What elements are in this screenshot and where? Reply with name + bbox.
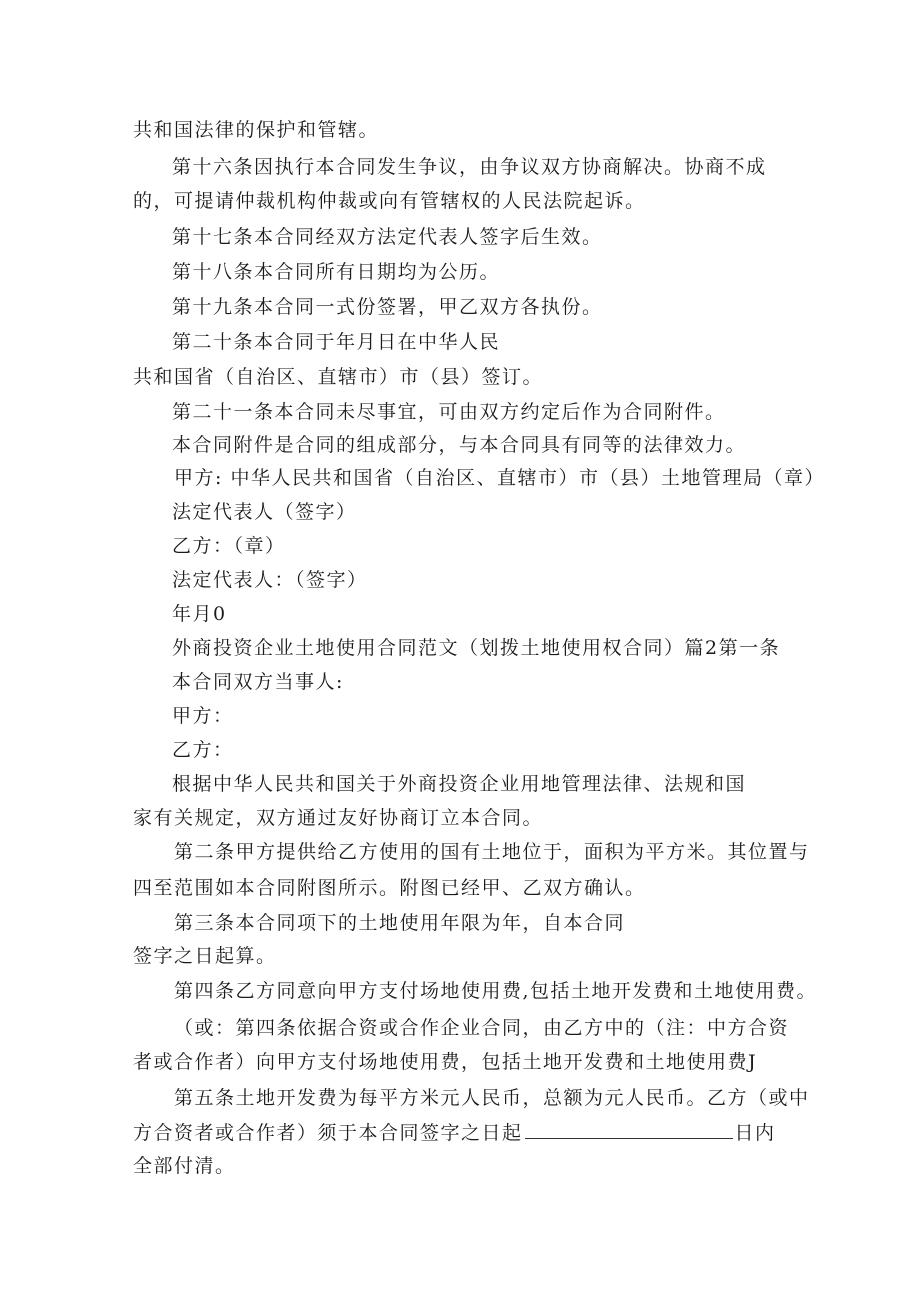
text-line: 全部付清。 [133, 1155, 236, 1177]
text-segment: 日内 [734, 1122, 776, 1144]
text-line: 第五条土地开发费为每平方米元人民币，总额为元人民币。乙方（或中 [174, 1087, 810, 1109]
text-line: 乙方：（章） [172, 535, 286, 557]
text-line: 第十六条因执行本合同发生争议，由争议双方协商解决。协商不成 [172, 156, 767, 178]
text-line: 法定代表人（签字） [172, 501, 357, 523]
blank-underline [525, 1120, 733, 1139]
text-line: 第十八条本合同所有日期均为公历。 [172, 261, 501, 283]
text-line: （或：第四条依据合资或合作企业合同，由乙方中的（注：中方合资 [174, 1017, 790, 1039]
text-line: 第四条乙方同意向甲方支付场地使用费,包括土地开发费和土地使用费。 [174, 980, 818, 1002]
text-line: 法定代表人：（签字） [172, 569, 368, 591]
text-line: 外商投资企业土地使用合同范文（划拨土地使用权合同）篇2第一条 [172, 637, 781, 659]
text-line: 年月0 [172, 603, 227, 625]
text-line: 甲方： [172, 705, 234, 727]
text-line: 根据中华人民共和国关于外商投资企业用地管理法律、法规和国 [172, 773, 747, 795]
text-line: 第三条本合同项下的土地使用年限为年，自本合同 [174, 912, 626, 934]
text-line: 共和国法律的保护和管辖。 [133, 119, 380, 141]
text-line: 本合同双方当事人: [172, 671, 344, 693]
text-line [133, 1120, 776, 1145]
text-line: 第二条甲方提供给乙方使用的国有土地位于，面积为平方米。其位置与 [174, 841, 810, 863]
text-line: 签字之日起算。 [133, 945, 277, 967]
text-line: 的，可提请仲裁机构仲裁或向有管辖权的人民法院起诉。 [133, 190, 646, 212]
text-line: 第十七条本合同经双方法定代表人签字后生效。 [172, 226, 603, 248]
text-segment: 方合资者或合作者）须于本合同签字之日起 [133, 1122, 523, 1144]
text-line: 第十九条本合同一式份签署，甲乙双方各执份。 [172, 296, 603, 318]
text-line: 甲方: 中华人民共和国省（自治区、直辖市）市（县）土地管理局（章） [174, 467, 825, 489]
text-line: 四至范围如本合同附图所示。附图已经甲、乙双方确认。 [133, 877, 646, 899]
text-line: 第二十一条本合同未尽事宜，可由双方约定后作为合同附件。 [172, 401, 726, 423]
text-line: 共和国省（自治区、直辖市）市（县）签订。 [133, 366, 544, 388]
text-line: 家有关规定，双方通过友好协商订立本合同。 [133, 807, 544, 829]
text-line: 乙方： [172, 739, 234, 761]
text-line: 本合同附件是合同的组成部分，与本合同具有同等的法律效力。 [172, 434, 747, 456]
text-line: 者或合作者）向甲方支付场地使用费，包括土地开发费和土地使用费J [133, 1051, 758, 1073]
text-line: 第二十条本合同于年月日在中华人民 [172, 331, 501, 353]
